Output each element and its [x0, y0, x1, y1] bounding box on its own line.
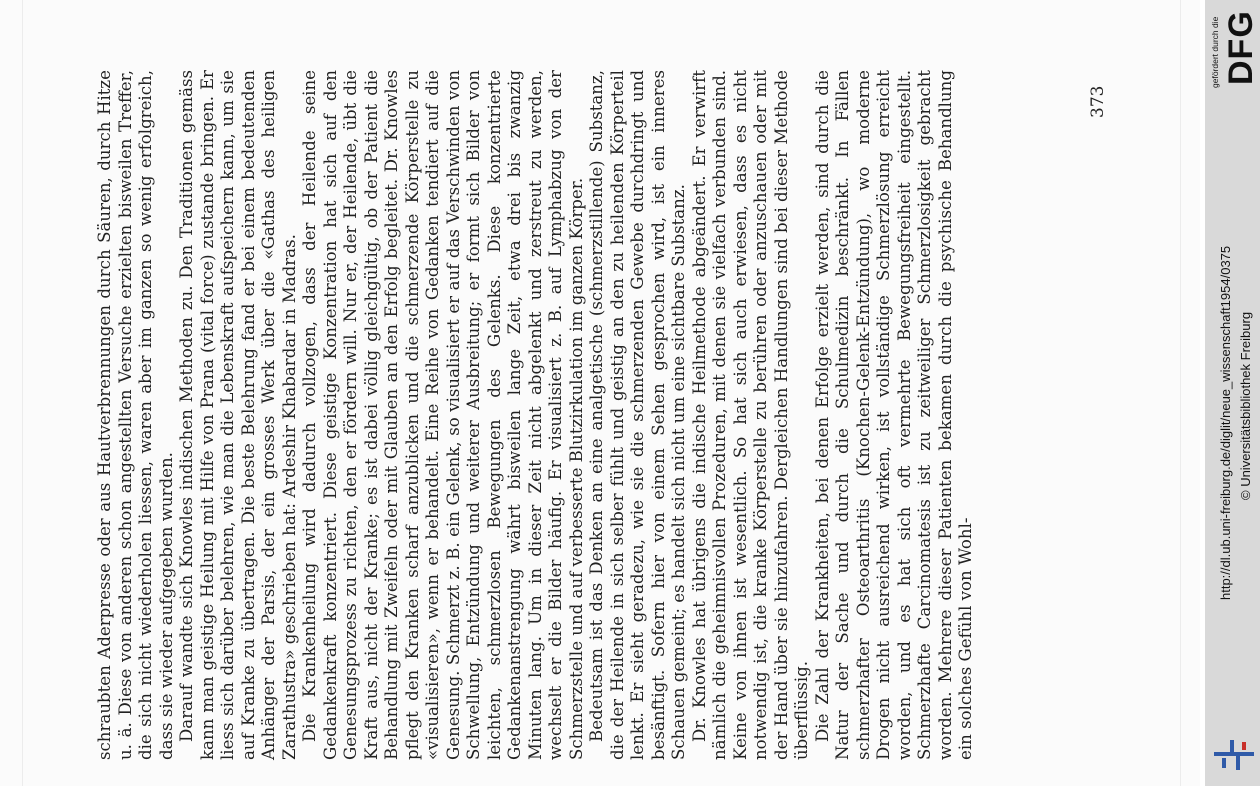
page-edge	[22, 0, 23, 786]
copyright-notice: © Universitätsbibliothek Freiburg	[1238, 311, 1253, 500]
dfg-logo: DFG	[1222, 10, 1260, 85]
source-url-link[interactable]: http://dl.ub.uni-freiburg.de/diglit/neue_wissenschaft1954/0375	[1218, 245, 1233, 600]
paragraph: Die Krankenheilung wird dadurch vollzogen, dass der Heilende seine Gedankenkraft konzentriert. Diese geistige Konzentration hat sich auf den Genesungsprozess zu richten, den er fördern will. Nur er, der Heilende, übt die Kraft aus, nicht der Kranke; es ist dabei völlig gleichgültig, ob der Patient die Behandlung mit Zweifeln oder mit Glauben an den Erfolg begleitet. Dr. Knowles pflegt den Kranken scharf anzublicken und die schmerzende Körperstelle zu «visualisieren», wenn er behandelt. Eine Reihe von Gedanken tendiert auf die Genesung. Schmerzt z. B. ein Gelenk, so visualisiert er auf das Verschwinden von Schwellung, Entzündung und weiterer Ausbreitung; er formt sich Bilder von leichten, schmerzlosen Bewegungen des Gelenks. Diese konzentrierte Gedankenanstrengung währt bisweilen lange Zeit, etwa drei bis zwanzig Minuten lang. Um in dieser Zeit nicht abgelenkt und zerstreut zu werden, wechselt er die Bilder häufig. Er visualisiert z. B. auf Lymphabzug von der Schmerzstelle und auf verbesserte Blutzirkulation im ganzen Körper.	[300, 70, 586, 760]
paragraph: Darauf wandte sich Knowles indischen Methoden zu. Den Traditionen gemäss kann man geistige Heilung mit Hilfe von Prana (vital force) zustande bringen. Er liess sich darüber belehren, wie man die Lebenskraft aufspeichern kann, um sie auf Kranke zu übertragen. Die beste Belehrung fand er bei einem bedeutenden Anhänger der Parsis, der ein grosses Werk über die «Gathas des heiligen Zarathustra» geschrieben hat: Ardeshir Khabardar in Madras.	[177, 70, 299, 760]
paragraph: schraubten Aderpresse oder aus Hautverbrennungen durch Säuren, durch Hitze u. ä. Diese von anderen schon angestellten Versuche erzielten bisweilen Treffer, die sich nicht wiederholen liessen, waren aber im ganzen so wenig erfolgreich, dass sie wieder aufgegeben wurden.	[95, 70, 176, 760]
dfg-caption: gefördert durch die	[1210, 16, 1220, 88]
paragraph: Dr. Knowles hat übrigens die indische Heilmethode abgeändert. Er verwirft nämlich die geheimnisvollen Prozeduren, mit denen sie vielfach verbunden sind. Keine von ihnen ist wesentlich. So hat sich auch erwiesen, dass es nicht notwendig ist, die kranke Körperstelle zu berühren oder anzuschauen oder mit der Hand über sie hinzufahren. Dergleichen Handlungen sind bei dieser Methode überflüssig.	[689, 70, 811, 760]
university-library-logo-icon	[1212, 738, 1256, 772]
page-edge	[1180, 0, 1181, 786]
body-text	[95, 70, 1085, 760]
page-number: 373	[1088, 85, 1108, 118]
paragraph: Bedeutsam ist das Denken an eine analgetische (schmerzstillende) Substanz, die der Heilende in sich selber fühlt und geistig an den zu heilenden Körperteil lenkt. Er sieht geradezu, wie sie die schmerzenden Gewebe durchdringt und besänftigt. Sofern hier von einem Sehen gesprochen wird, ist ein inneres Schauen gemeint; es handelt sich nicht um eine sichtbare Substanz.	[587, 70, 688, 760]
paragraph: Die Zahl der Krankheiten, bei denen Erfolge erzielt werden, sind durch die Natur der Sache und durch die Schulmedizin beschränkt. In Fällen schmerzhafter Osteoarthritis (Knochen-Gelenk-Entzündung), wo moderne Drogen nicht ausreichend wirken, ist vollständige Schmerzlösung erreicht worden, und es hat sich oft vermehrte Bewegungsfreiheit eingestellt. Schmerzhafte Carcinomatesis ist zu zeitweiliger Schmerzlosigkeit gebracht worden. Mehrere dieser Patienten bekamen durch die psychische Behandlung ein solches Gefühl von Wohl-	[812, 70, 975, 760]
